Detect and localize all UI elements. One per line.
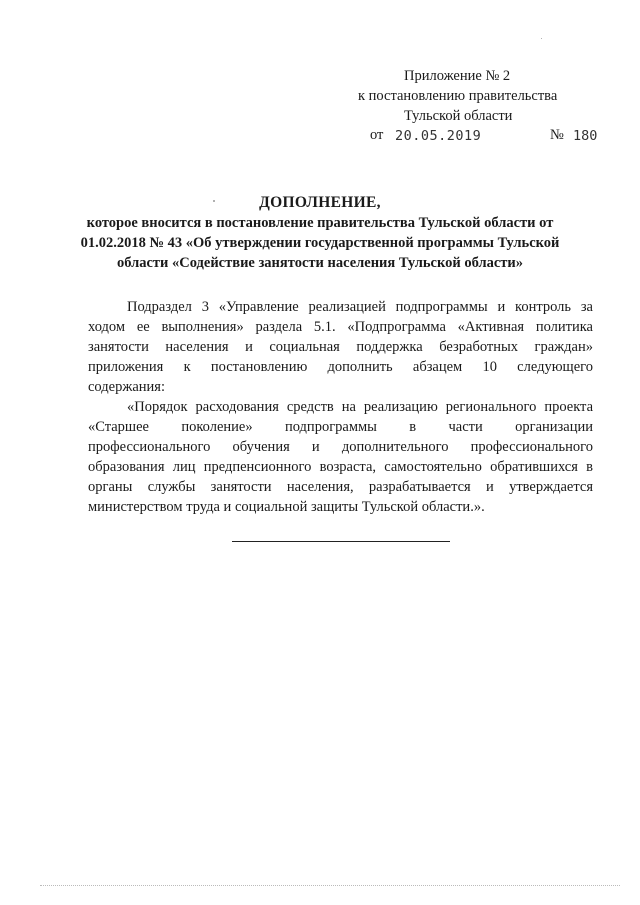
title-heading: ДОПОЛНЕНИЕ, [259, 194, 381, 211]
paragraph-line: «Порядок расходования средств на реализацию регионального проекта [127, 399, 593, 415]
paragraph-line: «Старшее поколение» подпрограммы в части организации [88, 419, 593, 435]
appendix-region: Тульской области [404, 108, 513, 124]
scan-edge-artifact [40, 885, 620, 888]
paragraph-line: Подраздел 3 «Управление реализацией подпрограммы и контроль за [127, 299, 593, 315]
paragraph-amendment-text [88, 397, 593, 517]
paragraph-line: министерством труда и социальной защиты Тульской области.». [88, 499, 485, 515]
document-number: 180 [573, 128, 598, 144]
document-title [70, 193, 570, 273]
paragraph-line: ходом ее выполнения» раздела 5.1. «Подпрограмма «Активная политика [88, 319, 593, 335]
paragraph-line: профессионального обучения и дополнительного профессионального [88, 439, 593, 455]
title-line: которое вносится в постановление правительства Тульской области от [86, 215, 554, 231]
paragraph-line: образования лиц предпенсионного возраста, самостоятельно обратившихся в [88, 459, 593, 475]
paragraph-line: органы службы занятости населения, разрабатывается и утверждается [88, 479, 593, 495]
title-line: 01.02.2018 № 43 «Об утверждении государственной программы Тульской [80, 235, 560, 251]
scan-speck [213, 200, 215, 202]
paragraph-line: содержания: [88, 379, 166, 395]
appendix-number: Приложение № 2 [404, 68, 511, 84]
appendix-reference: к постановлению правительства [358, 88, 558, 104]
document-date: 20.05.2019 [395, 128, 482, 144]
number-prefix: № [550, 127, 564, 143]
paragraph-line: занятости населения и социальная поддержка безработных граждан» [88, 339, 593, 355]
title-line: области «Содействие занятости населения Тульской области» [116, 255, 524, 271]
scan-speck [541, 38, 542, 39]
paragraph-amendment-target [88, 297, 593, 397]
paragraph-line: приложения к постановлению дополнить абзацем 10 следующего [88, 359, 593, 375]
closing-rule [232, 541, 450, 542]
date-prefix: от [370, 127, 384, 143]
document-body [88, 297, 593, 517]
